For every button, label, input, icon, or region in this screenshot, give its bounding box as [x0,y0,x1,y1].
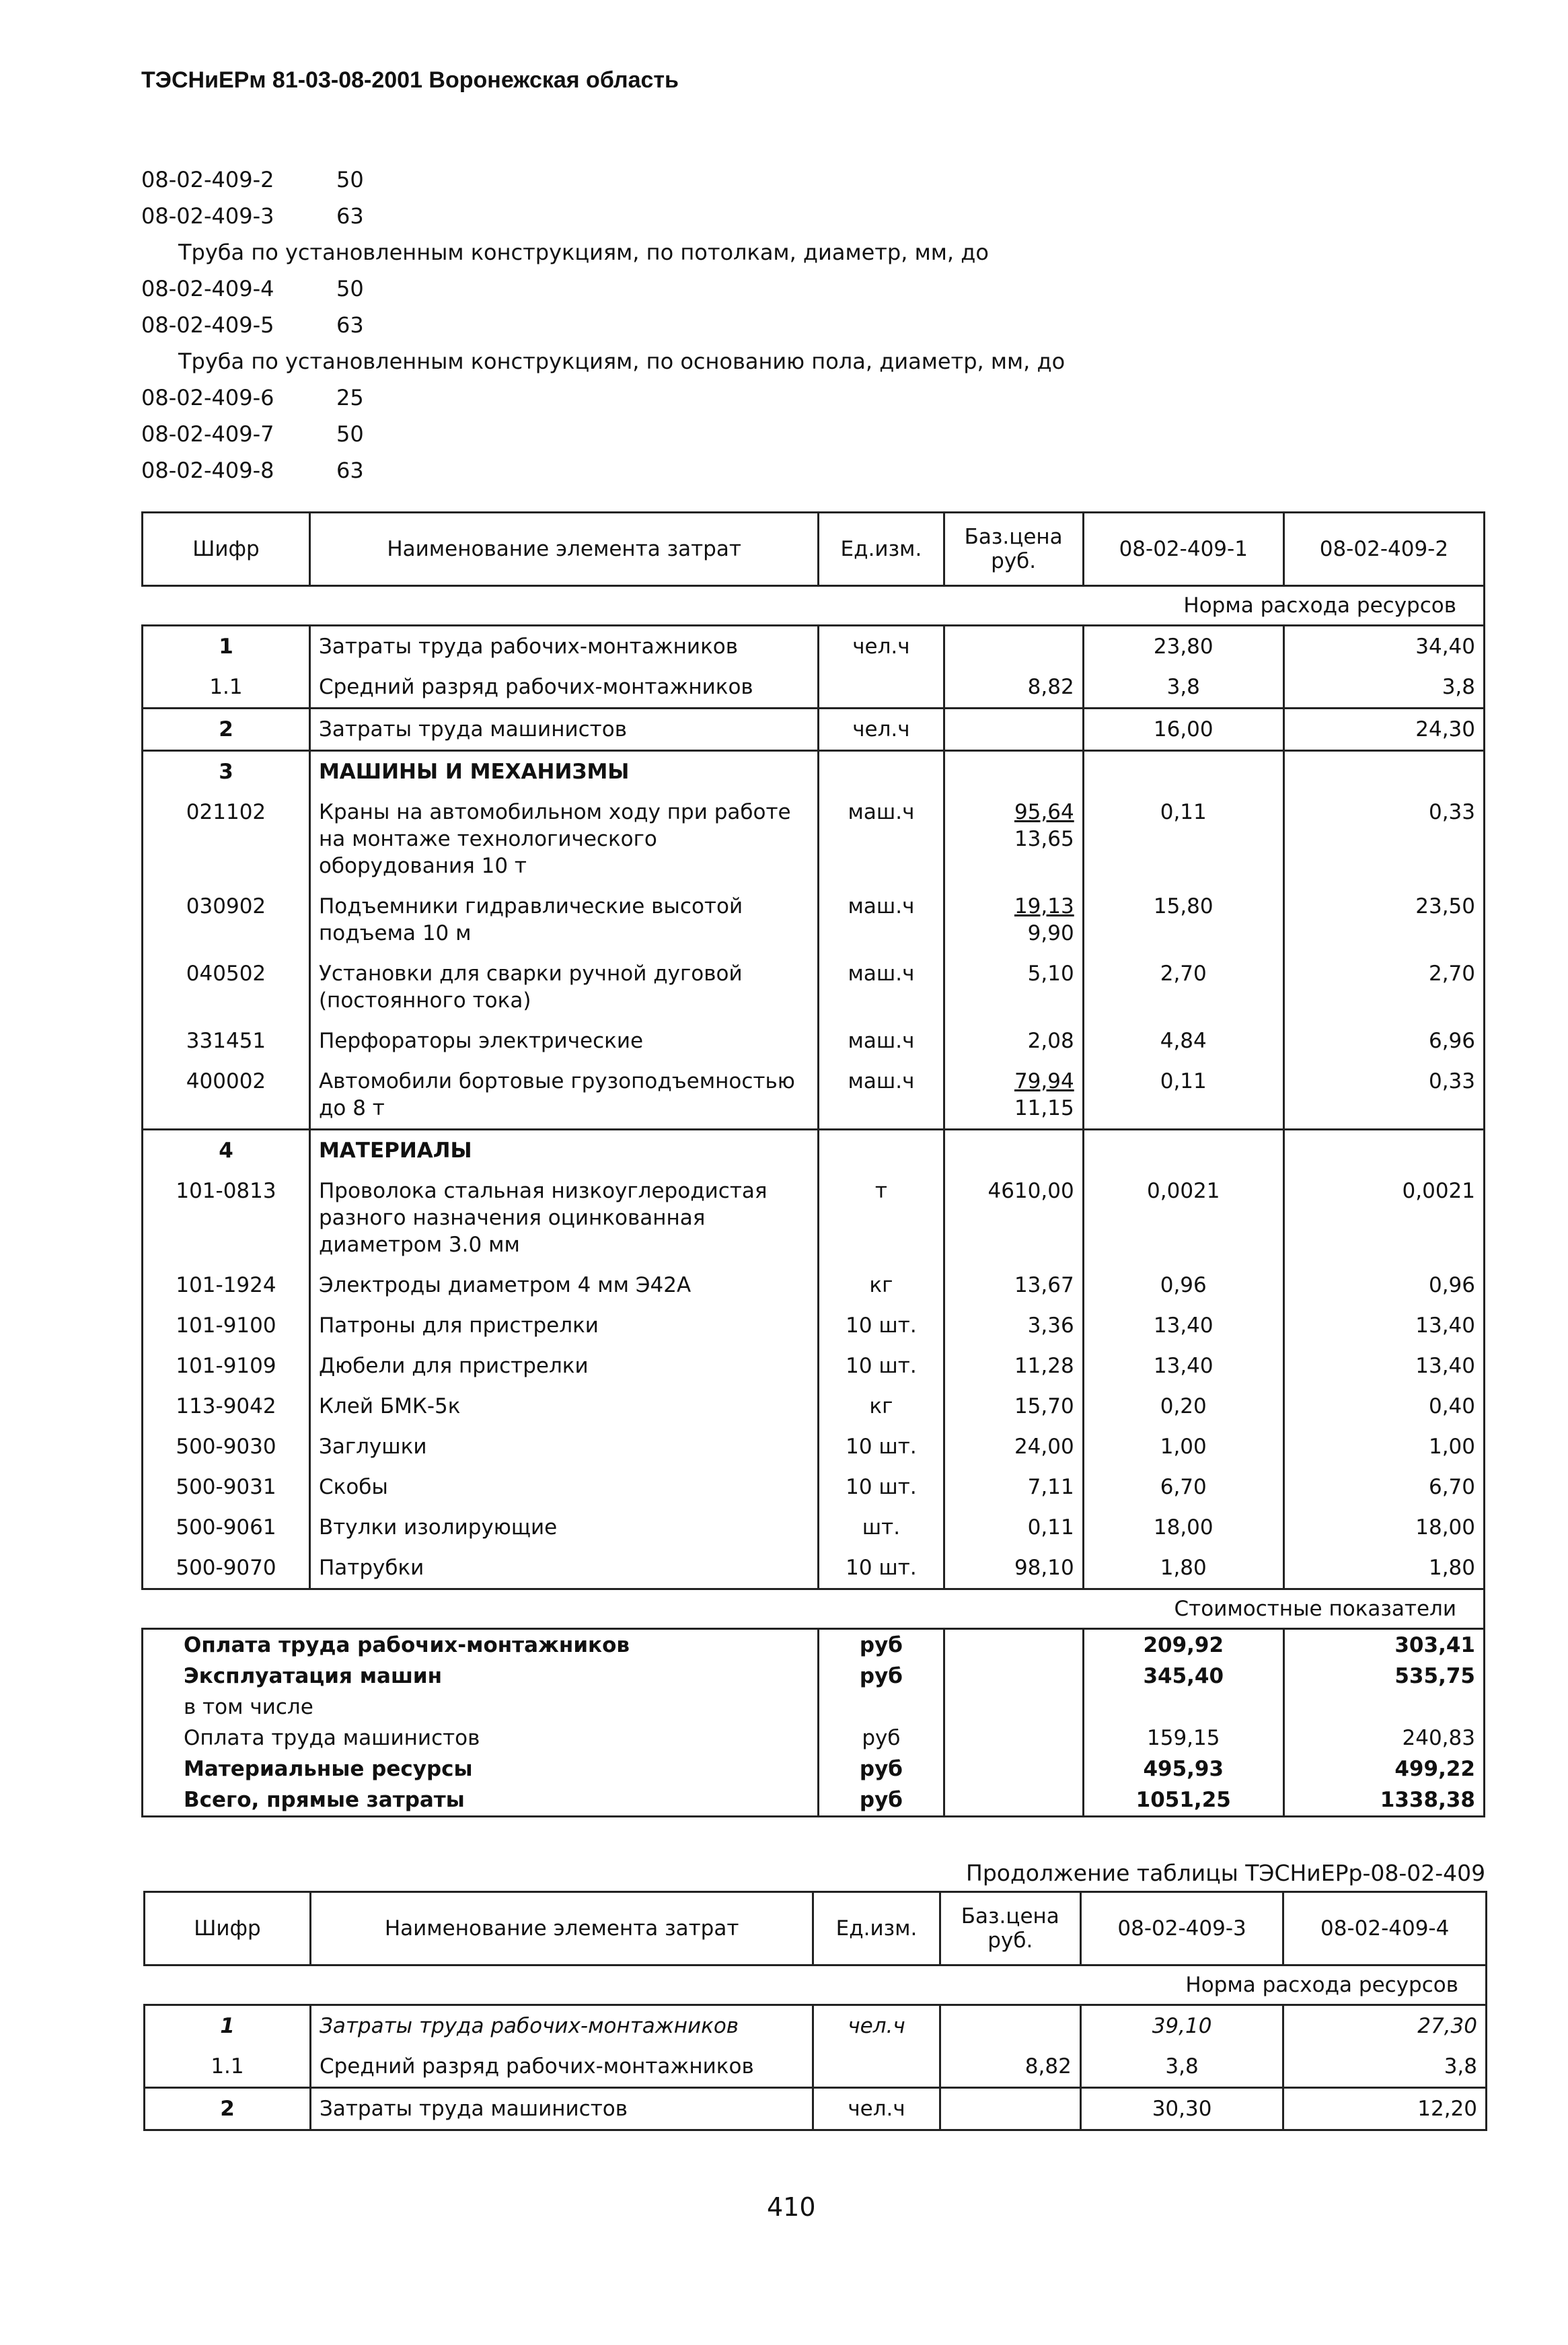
col-header-v2: 08-02-409-4 [1283,1892,1487,1965]
table-row: 1 Затраты труда рабочих-монтажников чел.ч 39,10 27,30 [145,2005,1487,2047]
table-row: 040502 Установки для сварки ручной дуговой (постоянного тока) маш.ч 5,10 2,70 2,70 [143,953,1485,1021]
table-row: 1.1 Средний разряд рабочих-монтажников 8,82 3,8 3,8 [145,2046,1487,2088]
summary-row: Оплата труда рабочих-монтажников руб 209,92 303,41 [143,1629,1485,1661]
col-header-code: Шифр [143,513,310,586]
band-row [145,1965,1487,2005]
table-row: 021102 Краны на автомобильном ходу при работе на монтаже технологического оборудования 10 т маш.ч 95,64 13,65 0,11 0,33 [143,792,1485,886]
code-row: 08-02-409-4 50 [141,276,364,301]
table-row: 400002 Автомобили бортовые грузоподъемностью до 8 т маш.ч 79,94 11,15 0,11 0,33 [143,1061,1485,1130]
table-row: 500-9070 Патрубки 10 шт. 98,10 1,80 1,80 [143,1548,1485,1589]
col-header-price: Баз.цена руб. [940,1892,1080,1965]
code-row: 08-02-409-3 63 [141,203,364,229]
table-header-row [143,513,1485,586]
table-header-row [145,1892,1487,1965]
code-group-heading: Труба по установленным конструкциям, по потолкам, диаметр, мм, до [178,240,989,265]
summary-row: Всего, прямые затраты руб 1051,25 1338,38 [143,1784,1485,1817]
codes-list [141,161,1065,489]
table-row: 030902 Подъемники гидравлические высотой подъема 10 м маш.ч 19,13 9,90 15,80 23,50 [143,886,1485,953]
col-header-unit: Ед.изм. [813,1892,940,1965]
col-header-name: Наименование элемента затрат [310,1892,813,1965]
table-row: 1.1 Средний разряд рабочих-монтажников 8,82 3,8 3,8 [143,667,1485,709]
code-row: 08-02-409-6 25 [141,385,364,410]
section-row-materials: 4 МАТЕРИАЛЫ [143,1130,1485,1171]
col-header-v1: 08-02-409-1 [1083,513,1283,586]
code-group-heading: Труба по установленным конструкциям, по основанию пола, диаметр, мм, до [178,349,1066,374]
col-header-code: Шифр [145,1892,311,1965]
band-row [143,586,1485,626]
resources-table-1 [141,511,1485,1817]
page-number: 410 [767,2192,816,2222]
document-header: ТЭСНиЕРм 81-03-08-2001 Воронежская область [141,67,679,93]
table-row: 2 Затраты труда машинистов чел.ч 16,00 24,30 [143,709,1485,751]
table-row: 500-9061 Втулки изолирующие шт. 0,11 18,00 18,00 [143,1507,1485,1548]
table-row: 331451 Перфораторы электрические маш.ч 2,08 4,84 6,96 [143,1021,1485,1061]
col-header-unit: Ед.изм. [819,513,944,586]
table-row: 1 Затраты труда рабочих-монтажников чел.ч 23,80 34,40 [143,626,1485,668]
table-row: 500-9031 Скобы 10 шт. 7,11 6,70 6,70 [143,1467,1485,1507]
summary-row: в том числе [143,1692,1485,1723]
col-header-v1: 08-02-409-3 [1080,1892,1283,1965]
table-row: 500-9030 Заглушки 10 шт. 24,00 1,00 1,00 [143,1427,1485,1467]
band-resources-label: Норма расхода ресурсов [145,1965,1487,2005]
summary-row: Эксплуатация машин руб 345,40 535,75 [143,1661,1485,1692]
code-row: 08-02-409-8 63 [141,458,364,483]
continuation-caption: Продолжение таблицы ТЭСНиЕРр-08-02-409 [966,1860,1486,1886]
table-row: 2 Затраты труда машинистов чел.ч 30,30 12,20 [145,2088,1487,2130]
table-row: 101-9109 Дюбели для пристрелки 10 шт. 11,28 13,40 13,40 [143,1346,1485,1386]
table-row: 113-9042 Клей БМК-5к кг 15,70 0,20 0,40 [143,1386,1485,1427]
code-row: 08-02-409-7 50 [141,421,364,447]
table-row: 101-0813 Проволока стальная низкоуглеродистая разного назначения оцинкованная диаметром 3.0 мм т 4610,00 0,0021 0,0021 [143,1171,1485,1265]
summary-row: Оплата труда машинистов руб 159,15 240,83 [143,1723,1485,1754]
col-header-v2: 08-02-409-2 [1283,513,1484,586]
code-row: 08-02-409-5 63 [141,312,364,338]
band-row [143,1589,1485,1629]
resources-table-2 [143,1891,1487,2131]
col-header-name: Наименование элемента затрат [309,513,818,586]
band-costs-label: Стоимостные показатели [143,1589,1485,1629]
summary-row: Материальные ресурсы руб 495,93 499,22 [143,1754,1485,1784]
table-row: 101-1924 Электроды диаметром 4 мм Э42А кг 13,67 0,96 0,96 [143,1265,1485,1305]
code-row: 08-02-409-2 50 [141,167,364,192]
section-row-machines: 3 МАШИНЫ И МЕХАНИЗМЫ [143,751,1485,793]
col-header-price: Баз.цена руб. [944,513,1083,586]
table-row: 101-9100 Патроны для пристрелки 10 шт. 3,36 13,40 13,40 [143,1305,1485,1346]
band-resources-label: Норма расхода ресурсов [143,586,1485,626]
